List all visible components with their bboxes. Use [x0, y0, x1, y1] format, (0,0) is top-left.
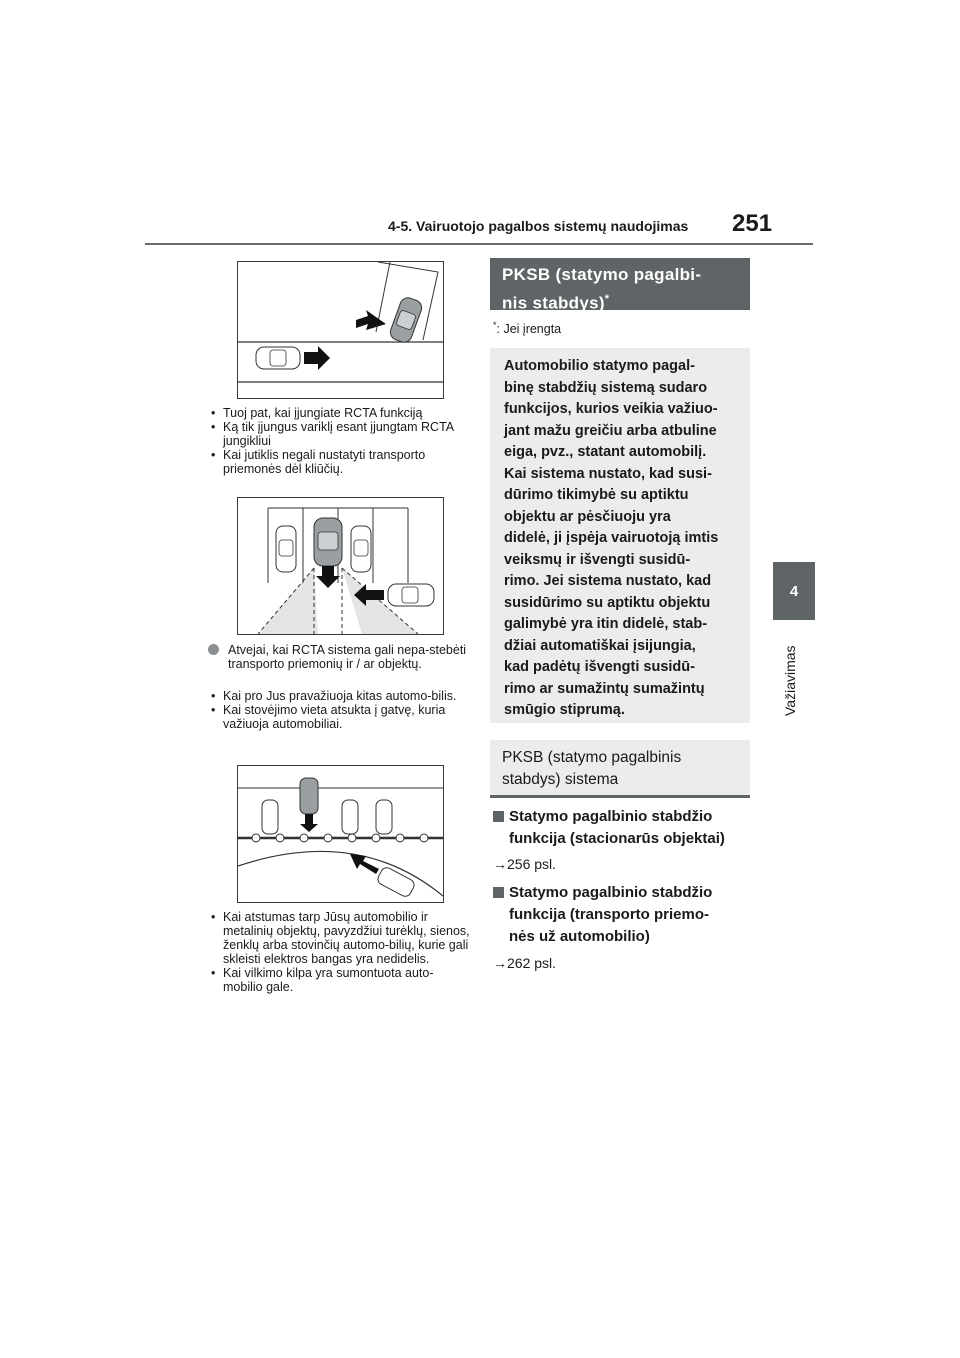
page-number: 251: [732, 210, 773, 237]
chapter-tab: [773, 562, 815, 620]
list-item: • Kai atstumas tarp Jūsų automobilio ir metalinių objektų, pavyzdžiui turėklų, sienos, ženklų arba stovinčių automo-bilių, kurie gali skleisti elektros bangas yra nedidelis.: [211, 910, 470, 966]
square-bullet-icon: [493, 887, 504, 898]
list-item: • Ką tik įjungus variklį esant įjungtam RCTA jungikliui: [211, 420, 454, 448]
figure2-bullet-list: [208, 689, 470, 731]
figure1-bullet-list: [208, 406, 470, 476]
pksb-description: Automobilio statymo pagal- binę stabdžių sistemą sudaro funkcijos, kurios veikia važiuo- jant mažu greičiu arba atbuline eiga, pvz., statant automobilį. Kai sistema nustato, kad susi- dūrimo tikimybė su aptiktu objektu ar pėsčiuoju yra didelė, ji įspėja vairuotoją imtis veiksmų ir išvengti susidū- rimo. Jei sistema nustato, kad susidūrimo su aptiktu objektu galimybė yra itin didelė, stab- džiai automatiškai įsijungia, kad padėtų išvengti susidū- rimo ar sumažintų sumažintų smūgio stiprumą.: [490, 348, 750, 723]
parked-car: [262, 800, 278, 834]
arrow-right-icon: [304, 346, 330, 370]
arrow-left-icon: [356, 310, 386, 330]
figure-rcta-blocked: [237, 497, 444, 635]
arrow-down-icon: [316, 566, 340, 588]
list-item: • Kai vilkimo kilpa yra sumontuota auto-mobilio gale.: [211, 966, 434, 994]
section-title: 4-5. Vairuotojo pagalbos sistemų naudojimas: [388, 218, 689, 234]
parked-car-right: [351, 526, 371, 572]
subheading-stationary: Statymo pagalbinio stabdžio funkcija (stacionarūs objektai): [493, 806, 753, 850]
pksb-title-line1: PKSB (statymo pagalbi-: [502, 265, 702, 284]
pksb-system-heading: PKSB (statymo pagalbinis stabdys) sistema: [490, 740, 750, 798]
approaching-car: [256, 347, 300, 369]
parked-car: [376, 800, 392, 834]
square-bullet-icon: [493, 811, 504, 822]
chapter-label: Važiavimas: [782, 645, 798, 716]
figure-rcta-reversing: [237, 261, 444, 399]
page-reference[interactable]: →262 psl.: [493, 955, 557, 971]
chapter-number: 4: [789, 582, 799, 600]
approaching-car: [376, 866, 416, 899]
parked-car-left: [276, 526, 296, 572]
pksb-title-block: [490, 258, 750, 313]
passing-car: [388, 584, 434, 606]
parked-car: [342, 800, 358, 834]
list-item: • Kai stovėjimo vieta atsukta į gatvę, kuria važiuoja automobiliai.: [211, 703, 446, 731]
figure-rcta-angled-road-svg: [238, 766, 443, 902]
pksb-title-line2: nis stabdys)*: [502, 293, 610, 313]
list-item: • Kai jutiklis negali nustatyti transporto priemonės dėl kliūčių.: [211, 448, 426, 476]
own-car: [300, 778, 318, 814]
rcta-limitations-item: Atvejai, kai RCTA sistema gali nepa-stebėti transporto priemonių ir / ar objektų.: [208, 643, 470, 671]
own-car: [314, 518, 342, 566]
figure-rcta-blocked-svg: [238, 498, 443, 634]
header-rule: [145, 243, 813, 245]
reversing-car: [388, 296, 424, 345]
circle-bullet-icon: [208, 644, 219, 655]
figure-rcta-reversing-svg: [238, 262, 443, 398]
footnote: *: Jei įrengta: [493, 320, 562, 337]
asterisk: *: [604, 293, 610, 305]
footnote-mark: *: [493, 320, 497, 330]
chapter-label-wrap: [778, 628, 808, 718]
list-item: • Tuoj pat, kai įjungiate RCTA funkciją: [211, 406, 423, 420]
list-item: • Kai pro Jus pravažiuoja kitas automo-bilis.: [211, 689, 457, 703]
arrow-upleft-icon: [350, 854, 379, 874]
arrow-down-icon: [300, 814, 318, 832]
figure3-bullet-list: [208, 910, 470, 994]
subheading-rear-traffic: Statymo pagalbinio stabdžio funkcija (transporto priemo- nės už automobilio): [493, 882, 753, 948]
page-reference[interactable]: →256 psl.: [493, 856, 557, 872]
figure-rcta-angled-road: [237, 765, 444, 903]
